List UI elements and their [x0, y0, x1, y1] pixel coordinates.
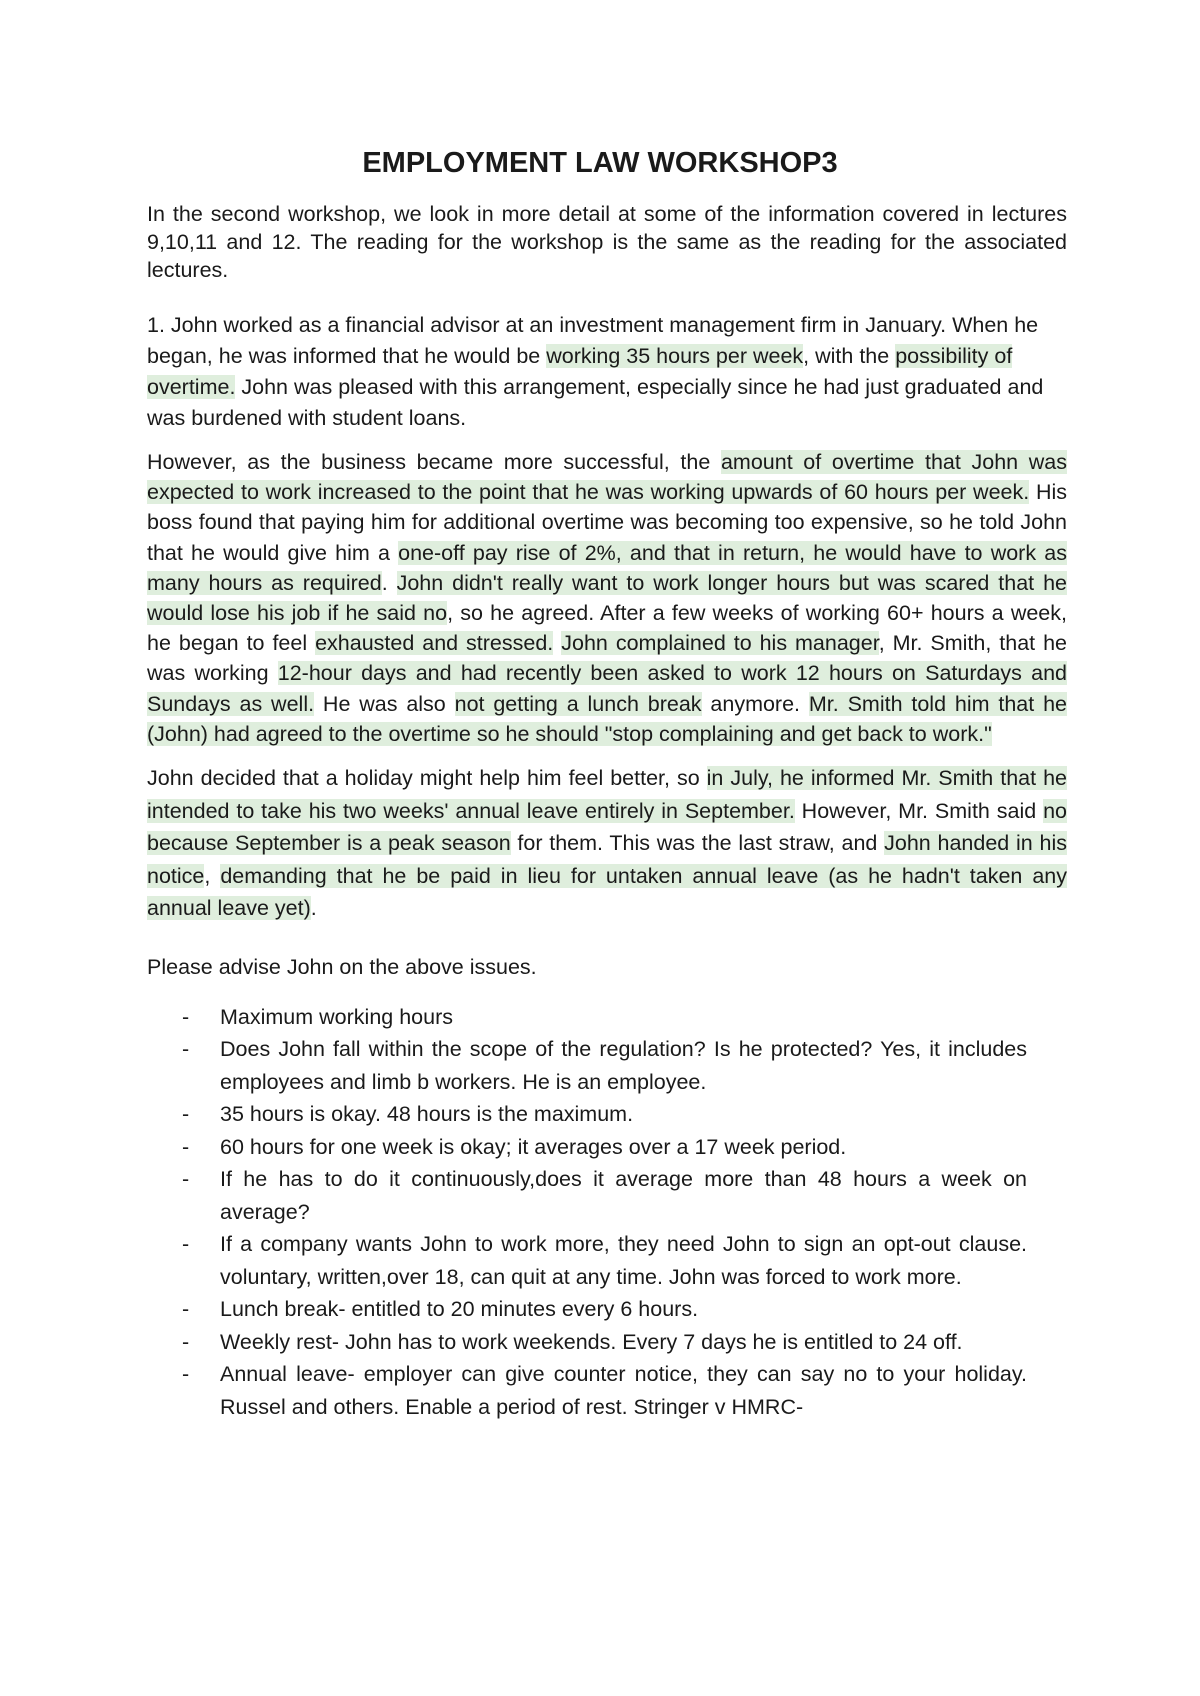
- q1-text-1: 1. John worked as a financial advisor at an investment management firm in January. When he began, he was informed that he would be: [147, 313, 1039, 368]
- dash-bullet: -: [182, 1134, 190, 1159]
- p2-text-2: His boss found that paying him for additional overtime was becoming too expensive, so he told John that he would give him a: [147, 480, 1068, 565]
- dash-bullet: -: [182, 1232, 190, 1257]
- p2-text-1: However, as the business became more successful, the: [147, 450, 721, 474]
- holiday-paragraph: [147, 762, 1067, 925]
- q1-highlight-2: possibility of overtime.: [147, 344, 1013, 399]
- advise-prompt: Please advise John on the above issues.: [147, 954, 537, 979]
- p2-highlight-2: one-off pay rise of 2%, and that in return, he would have to work as many hours as required: [147, 540, 1067, 595]
- p2-highlight-6: 12-hour days and had recently been asked to work 12 hours on Saturdays and Sundays as well.: [147, 661, 1067, 716]
- dash-bullet: -: [182, 1004, 190, 1029]
- list-item-text: Does John fall within the scope of the regulation? Is he protected? Yes, it includes employees and limb b workers. He is an employee.: [220, 1037, 1027, 1094]
- p3-text-1: John decided that a holiday might help him feel better, so: [147, 766, 707, 791]
- p2-text-4: , so he agreed. After a few weeks of working 60+ hours a week, he began to feel: [147, 601, 1067, 656]
- list-item: [147, 1163, 1027, 1228]
- p2-text-8: anymore.: [701, 691, 809, 716]
- p2-highlight-1: amount of overtime that John was expected to work increased to the point that he was working upwards of 60 hours per week.: [147, 450, 1067, 505]
- list-item-text: Maximum working hours: [220, 1004, 453, 1029]
- list-item: [147, 1228, 1027, 1293]
- list-item-text: Weekly rest- John has to work weekends. Every 7 days he is entitled to 24 off.: [220, 1329, 963, 1354]
- p3-highlight-3: John handed in his notice: [147, 831, 1067, 888]
- list-item: [147, 1001, 1027, 1034]
- p3-text-5: .: [310, 896, 317, 921]
- p3-highlight-4: demanding that he be paid in lieu for untaken annual leave (as he hadn't taken any annual leave yet): [147, 863, 1067, 921]
- dash-bullet: -: [182, 1037, 190, 1062]
- p2-text-3: .: [381, 570, 397, 595]
- list-item-text: 60 hours for one week is okay; it averages over a 17 week period.: [220, 1134, 847, 1159]
- q1-text-2: , with the: [803, 344, 896, 368]
- list-item-text: If he has to do it continuously,does it average more than 48 hours a week on average?: [220, 1167, 1027, 1224]
- p2-highlight-7: not getting a lunch break: [454, 691, 702, 716]
- p2-highlight-5: John complained to his manager: [561, 631, 879, 656]
- p2-highlight-4: exhausted and stressed.: [315, 631, 554, 656]
- list-item-text: 35 hours is okay. 48 hours is the maximum.: [220, 1102, 634, 1127]
- p2-highlight-8: Mr. Smith told him that he (John) had agreed to the overtime so he should "stop complaining and get back to work.": [147, 691, 1067, 746]
- list-item: [147, 1293, 1027, 1326]
- intro-paragraph: In the second workshop, we look in more detail at some of the information covered in lectures 9,10,11 and 12. The reading for the workshop is the same as the reading for the associated lectures.: [147, 202, 1067, 282]
- list-item: [147, 1326, 1027, 1359]
- p3-highlight-2: no because September is a peak season: [147, 798, 1067, 856]
- list-item: [147, 1358, 1027, 1423]
- q1-text-3: John was pleased with this arrangement, especially since he had just graduated and was burdened with student loans.: [147, 375, 1044, 430]
- list-item-text: Lunch break- entitled to 20 minutes every 6 hours.: [220, 1297, 699, 1322]
- list-item: [147, 1033, 1027, 1098]
- dash-bullet: -: [182, 1329, 190, 1354]
- list-item: [147, 1098, 1027, 1131]
- document-body: [147, 200, 1067, 1423]
- p2-text-7: He was also: [314, 691, 455, 716]
- p3-highlight-1: in July, he informed Mr. Smith that he intended to take his two weeks' annual leave entirely in September.: [147, 766, 1067, 823]
- list-item-text: If a company wants John to work more, they need John to sign an opt-out clause. voluntary, written,over 18, can quit at any time. John was forced to work more.: [220, 1232, 1027, 1289]
- q1-highlight-1: working 35 hours per week: [546, 344, 804, 368]
- dash-bullet: -: [182, 1297, 190, 1322]
- p2-highlight-3: John didn't really want to work longer hours but was scared that he would lose his job if he said no: [147, 570, 1067, 626]
- list-item-text: Annual leave- employer can give counter notice, they can say no to your holiday. Russel and others. Enable a period of rest. Stringer v HMRC-: [220, 1362, 1027, 1419]
- dash-bullet: -: [182, 1362, 190, 1387]
- p3-text-3: for them. This was the last straw, and: [510, 831, 885, 856]
- dash-bullet: -: [182, 1102, 190, 1127]
- overtime-paragraph: [147, 447, 1067, 749]
- question-1-paragraph: [147, 310, 1067, 434]
- p3-text-2: However, Mr. Smith said: [794, 798, 1044, 823]
- answer-notes-list: [147, 1001, 1027, 1424]
- document-title: EMPLOYMENT LAW WORKSHOP3: [362, 147, 838, 179]
- list-item: [147, 1131, 1027, 1164]
- p2-text-6: , Mr. Smith, that he was working: [147, 631, 1067, 686]
- p3-text-4: ,: [204, 863, 221, 888]
- dash-bullet: -: [182, 1167, 190, 1192]
